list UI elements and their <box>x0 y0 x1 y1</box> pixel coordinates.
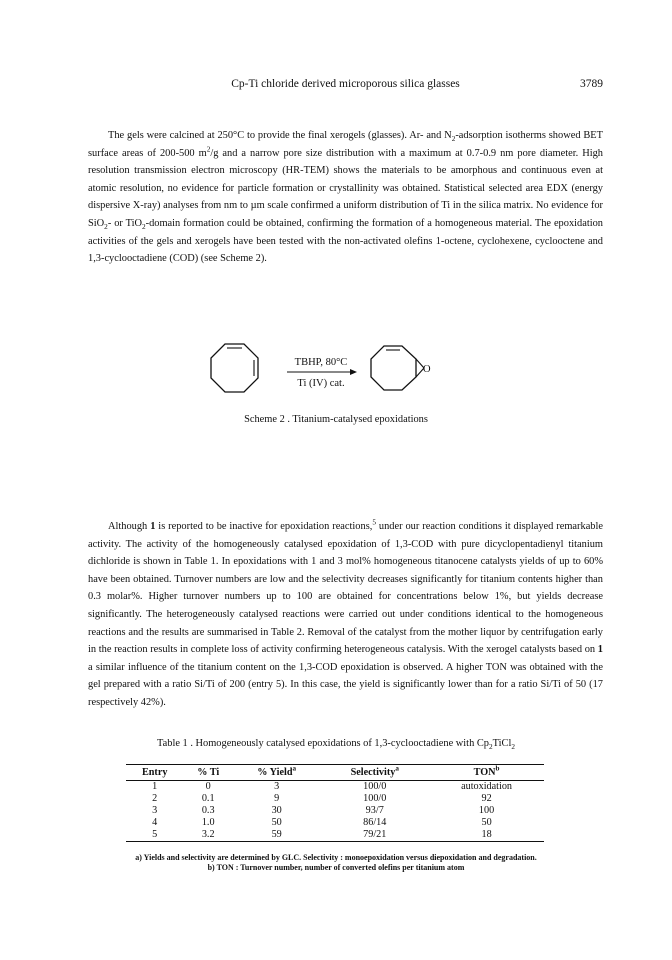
paragraph-1-text-b: -adsorption isotherms showed BET surface areas of 200-500 m <box>88 130 603 159</box>
paragraph-2-text-b: is reported to be inactive for epoxidation reactions, <box>155 521 373 532</box>
reagent-top-label: TBHP, 80°C <box>294 357 348 368</box>
cell-entry: 1 <box>152 781 158 792</box>
header-entry: Entry <box>126 765 183 781</box>
header-yield-footnote: a <box>292 764 297 773</box>
m2-superscript: 2 <box>206 145 211 154</box>
cell-ti: 0.3 <box>201 805 215 816</box>
page-number: 3789 <box>580 78 603 90</box>
cell-entry: 5 <box>126 829 183 842</box>
cell-ton: autoxidation <box>461 781 513 792</box>
cell-ti: 0.1 <box>201 793 215 804</box>
cell-entry: 2 <box>152 793 158 804</box>
cell-entry: 3 <box>152 805 158 816</box>
paragraph-2-text-a: Although <box>108 521 151 532</box>
running-title: Cp-Ti chloride derived microporous silica glasses <box>231 78 460 90</box>
table-1-caption <box>0 738 672 752</box>
paragraph-2 <box>88 518 603 712</box>
reagent-bottom-label: Ti (IV) cat. <box>297 378 345 389</box>
cell-ti: 1.0 <box>201 817 215 828</box>
paragraph-2-text-d: a similar influence of the titanium content on the 1,3-COD epoxidation is observed. A higher TON was obtained with the gel prepared with a ratio Si/Ti of 200 (entry 5). In this case, the yield is significantly lower than for a ratio Si/Ti of 50 (17 respectively 42%). <box>88 661 603 708</box>
table-caption-text: Table 1 . Homogeneously catalysed epoxidations of 1,3-cyclooctadiene with Cp <box>157 738 489 749</box>
header-ton <box>429 765 544 781</box>
paragraph-1-text-c: /g and a narrow pore size distribution with a maximum at 0.7-0.9 nm pore diameter. High resolution transmission electron microscopy (HR-TEM) shows the materials to be amorphous and continuous even at atomic resolution, no evidence for particle formation or crystallinity was obtained. Statistical selected area EDX (energy dispersive X-ray) analyses from nm to µm scale confirmed a uniform distribution of Ti in the silica matrix. No evidence for SiO <box>88 147 603 229</box>
cell-ton: 50 <box>481 817 492 828</box>
table-caption-sub-2: 2 <box>511 743 515 752</box>
cell-ton: 100 <box>478 805 495 816</box>
table-row <box>126 793 544 805</box>
header-selectivity-footnote: a <box>395 764 399 773</box>
paragraph-2-text-c: under our reaction conditions it displayed remarkable activity. The activity of the homogeneously catalysed epoxidation of 1,3-COD with pure dicyclopentadienyl titanium dichloride is shown in Table 1. In epoxidations with 1 and 3 mol% homogeneous titanocene catalysts yields of up to 60% have been obtained. Turnover numbers are low and the selectivity decreases significantly for titanium contents higher than 0.3 molar%. Higher turnover numbers up to 100 are obtained for concentrations below 1%, but yields decrease significantly. The heterogeneously catalysed reactions were carried out under conditions identical to the homogeneous reactions and the results are summarised in Table 2. Removal of the catalyst from the mother liquor by centrifugation early in the reaction results in complete loss of activity confirming heterogeneous catalysis. With the xerogel catalysts based on <box>88 521 603 656</box>
tio2-subscript: 2 <box>141 223 146 232</box>
reaction-arrow-head <box>350 369 357 375</box>
header-ti: % Ti <box>183 765 233 781</box>
cell-yield: 3 <box>274 781 280 792</box>
cell-yield: 9 <box>274 793 280 804</box>
scheme-caption: Scheme 2 . Titanium-catalysed epoxidations <box>244 414 428 425</box>
cell-yield: 30 <box>271 805 282 816</box>
header-selectivity <box>320 765 429 781</box>
cell-selectivity: 93/7 <box>365 805 384 816</box>
cell-ton: 92 <box>481 793 492 804</box>
cell-selectivity: 79/21 <box>320 829 429 842</box>
table-caption-text-2: TiCl <box>492 738 512 749</box>
header-yield-label: % Yield <box>257 767 293 778</box>
table-row <box>126 829 544 842</box>
header-ton-footnote: b <box>495 764 500 773</box>
paragraph-1-text-e: -domain formation could be obtained, confirming the formation of a homogeneous material. The epoxidation activities of the gels and xerogels have been tested with the non-activated olefins 1-octene, cyclohexene, cyclooctene and 1,3-cyclooctadiene (COD) (see Scheme 2). <box>88 217 603 265</box>
scheme-2 <box>0 328 672 418</box>
compound-1-ref: 1 <box>150 521 156 532</box>
header-selectivity-label: Selectivity <box>350 767 396 778</box>
table-1 <box>126 764 544 842</box>
table-row <box>126 805 544 817</box>
cell-yield: 59 <box>233 829 320 842</box>
compound-1-ref-2: 1 <box>597 644 603 656</box>
oxygen-label: O <box>423 364 431 375</box>
sio2-subscript: 2 <box>104 223 108 232</box>
epoxidation-scheme-graphic <box>0 328 672 418</box>
paragraph-1-text-a: The gels were calcined at 250°C to provide the final xerogels (glasses). Ar- and N <box>108 130 452 141</box>
table-caption-sub-1: 2 <box>489 743 493 752</box>
table-footnote-b: b) TON : Turnover number, number of converted olefins per titanium atom <box>207 863 465 872</box>
n2-subscript: 2 <box>451 135 456 144</box>
paragraph-1 <box>88 127 603 268</box>
cell-selectivity: 86/14 <box>363 817 387 828</box>
paragraph-1-text-d: - or TiO <box>107 217 142 229</box>
cell-ton: 18 <box>429 829 544 842</box>
reference-5: 5 <box>372 518 376 527</box>
header-ton-label: TON <box>473 767 496 778</box>
table-header-row <box>126 765 544 781</box>
cell-ti: 3.2 <box>183 829 233 842</box>
epoxide-product-ring <box>371 346 416 390</box>
cell-yield: 50 <box>271 817 282 828</box>
cell-entry: 4 <box>152 817 158 828</box>
table-row <box>126 817 544 829</box>
cell-selectivity: 100/0 <box>363 793 387 804</box>
cell-selectivity: 100/0 <box>363 781 387 792</box>
table-row <box>126 781 544 794</box>
header-yield <box>233 765 320 781</box>
cell-ti: 0 <box>205 781 211 792</box>
page-header <box>88 78 603 94</box>
table-footnote-a: a) Yields and selectivity are determined by GLC. Selectivity : monoepoxidation versus diepoxidation and degradation. <box>135 853 537 862</box>
cyclooctadiene-structure <box>211 344 258 392</box>
